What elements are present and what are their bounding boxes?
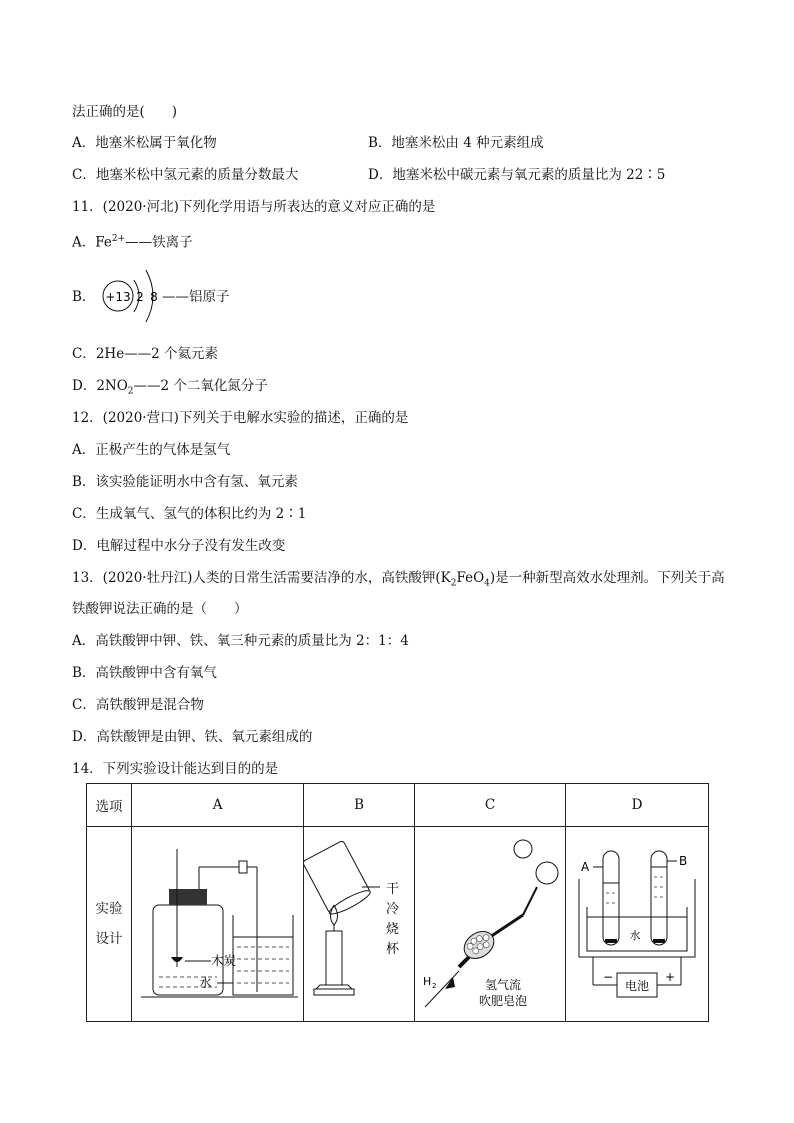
label-burn: 烧 bbox=[386, 922, 400, 937]
label-negative: − bbox=[603, 970, 614, 984]
q11-option-b-prefix: B． bbox=[72, 289, 96, 305]
q11-option-d: D．$2NO_2——2$ 个二氧化氮分子 bbox=[72, 378, 268, 397]
row-label bbox=[87, 827, 132, 1022]
row-label-line2: 设计 bbox=[95, 931, 123, 947]
q10-stem-tail: 法正确的是( ) bbox=[72, 104, 178, 120]
apparatus-b-diagram bbox=[304, 827, 414, 1017]
apparatus-a-diagram bbox=[133, 827, 303, 1017]
q14-stem: 14．下列实验设计能达到目的的是 bbox=[72, 761, 279, 777]
q13-option-a: A．高铁酸钾中钾、铁、氧三种元素的质量比为 2：1：4 bbox=[72, 633, 409, 649]
label-tube-b: B bbox=[679, 854, 688, 868]
table-header-row bbox=[87, 784, 709, 827]
cell-b bbox=[304, 827, 415, 1022]
table-body-row bbox=[87, 827, 709, 1022]
q11-option-c: C．2He——2 个氦元素 bbox=[72, 346, 219, 362]
label-dry: 干 bbox=[386, 882, 400, 897]
row-label-line1: 实验 bbox=[95, 901, 123, 917]
label-cold: 冷 bbox=[386, 902, 400, 917]
q10-option-c: C．地塞米松中氢元素的质量分数最大 bbox=[72, 167, 299, 183]
header-option: 选项 bbox=[87, 784, 132, 827]
q12-option-c: C．生成氧气、氢气的体积比约为 2∶1 bbox=[72, 506, 307, 522]
q12-option-b: B．该实验能证明水中含有氢、氧元素 bbox=[72, 474, 298, 490]
atom-shell-1-electrons: 2 bbox=[136, 290, 144, 304]
q11-stem: 11．(2020·河北)下列化学用语与所表达的意义对应正确的是 bbox=[72, 199, 436, 215]
label-battery: 电池 bbox=[625, 979, 650, 993]
cell-d bbox=[566, 827, 709, 1022]
experiment-table bbox=[86, 783, 709, 1022]
apparatus-c-diagram bbox=[415, 827, 565, 1017]
q12-option-a: A．正极产生的气体是氢气 bbox=[72, 442, 231, 458]
label-cup: 杯 bbox=[386, 942, 400, 957]
header-b: B bbox=[304, 784, 415, 827]
q13-stem-line2: 铁酸钾说法正确的是（ ） bbox=[72, 601, 248, 617]
label-charcoal: 木炭 bbox=[210, 953, 236, 968]
q12-option-d: D．电解过程中水分子没有发生改变 bbox=[72, 538, 286, 554]
label-positive: + bbox=[665, 970, 676, 984]
q10-option-d: D．地塞米松中碳元素与氧元素的质量比为 22∶5 bbox=[368, 167, 666, 183]
atom-nucleus-label: +13 bbox=[105, 290, 131, 304]
label-blow-bubbles: 吹肥皂泡 bbox=[479, 994, 528, 1008]
label-h2: H bbox=[423, 975, 432, 988]
q12-stem: 12．(2020·营口)下列关于电解水实验的描述，正确的是 bbox=[72, 410, 409, 426]
q10-option-a: A．地塞米松属于氧化物 bbox=[72, 135, 217, 151]
cell-a bbox=[132, 827, 304, 1022]
q13-option-d: D．高铁酸钾是由钾、铁、氧元素组成的 bbox=[72, 729, 313, 745]
q13-option-b: B．高铁酸钾中含有氧气 bbox=[72, 665, 217, 681]
apparatus-d-diagram bbox=[567, 827, 707, 1017]
q11-option-b-suffix: ——铝原子 bbox=[162, 289, 230, 305]
atom-shell-2-electrons: 8 bbox=[150, 290, 158, 304]
q11-option-a: A．$Fe^{2+}——$铁离子 bbox=[72, 234, 193, 251]
label-h2-sub: 2 bbox=[432, 982, 437, 990]
q13-stem-line1: 13．(2020·牡丹江)人类的日常生活需要洁净的水，高铁酸钾$(K_2FeO_4)$是一种新型高效水处理剂。下列关于高 bbox=[72, 570, 725, 589]
cell-c bbox=[415, 827, 566, 1022]
label-tube-a: A bbox=[581, 860, 590, 874]
header-a: A bbox=[132, 784, 304, 827]
q10-option-b: B．地塞米松由 4 种元素组成 bbox=[368, 135, 544, 151]
label-hydrogen-flow: 氢气流 bbox=[485, 978, 522, 992]
q13-option-c: C．高铁酸钾是混合物 bbox=[72, 697, 204, 713]
header-c: C bbox=[415, 784, 566, 827]
label-water-d: 水 bbox=[629, 929, 641, 942]
header-d: D bbox=[566, 784, 709, 827]
label-water-a: 水 bbox=[198, 975, 212, 990]
